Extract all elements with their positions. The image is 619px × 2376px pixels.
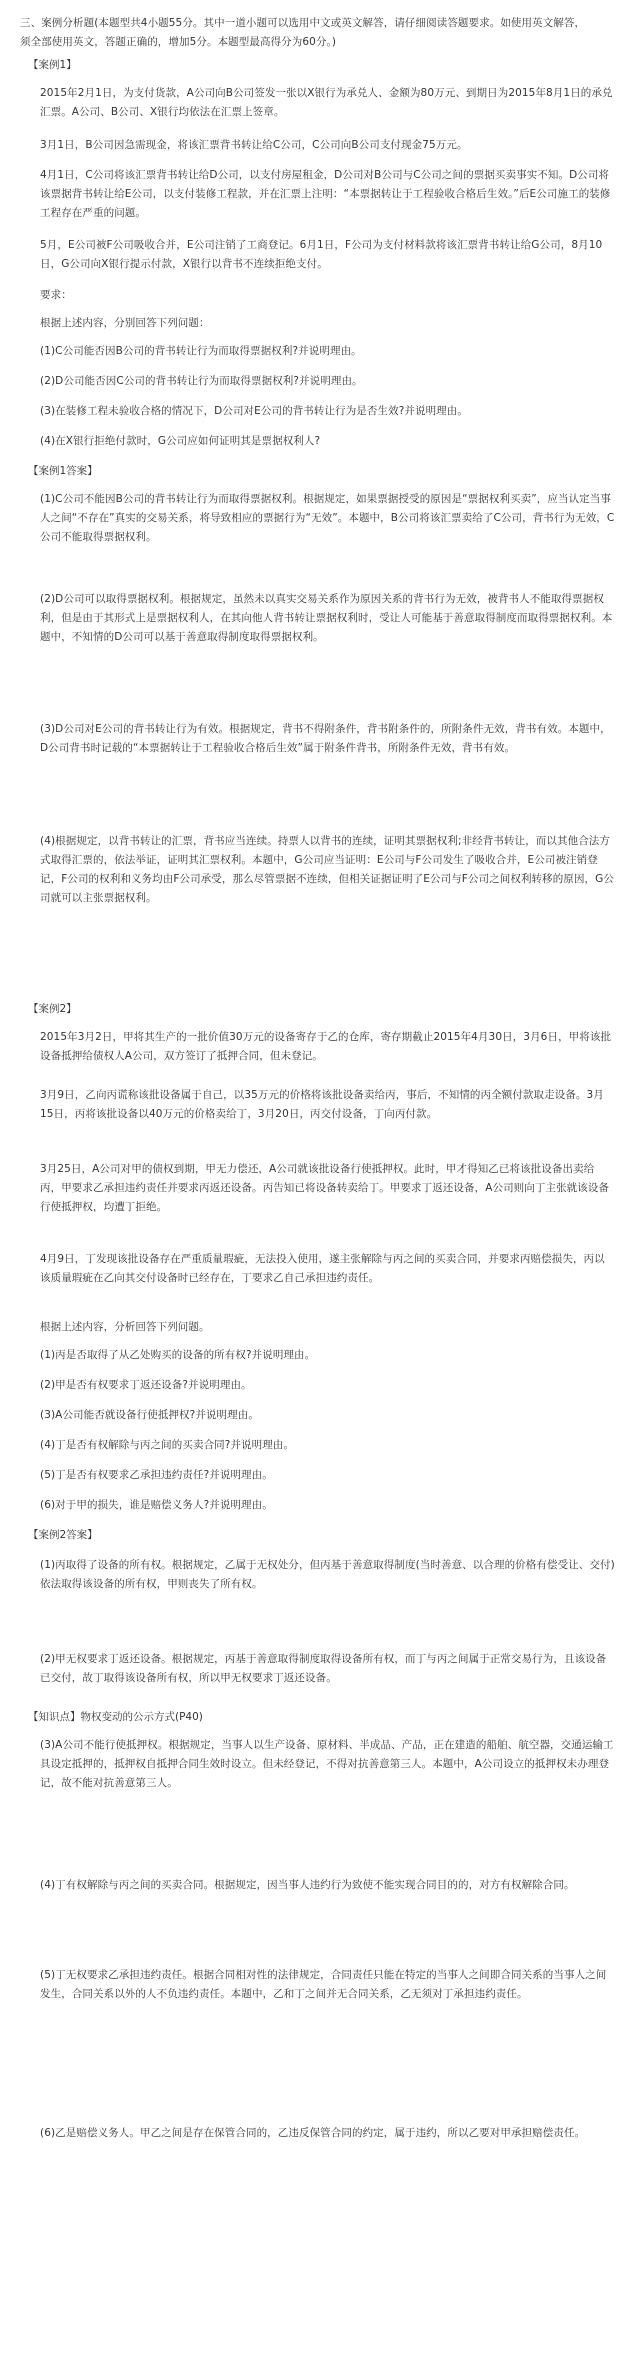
- case2-question: (2)甲是否有权要求丁返还设备?并说明理由。: [40, 1379, 252, 1391]
- case1-paragraph: 2015年2月1日，为支付货款，A公司向B公司签发一张以X银行为承兑人、金额为80万元、到期日为2015年8月1日的承兑汇票。A公司、B公司、X银行均依法在汇票上签章。: [40, 87, 613, 118]
- case2-requirement-intro: 根据上述内容，分析回答下列问题。: [40, 1321, 210, 1333]
- case1-paragraph: 5月，E公司被F公司吸收合并，E公司注销了工商登记。6月1日，F公司为支付材料款将该汇票背书转让给G公司，8月10日，G公司向X银行提示付款，X银行以背书不连续拒绝支付。: [40, 239, 603, 270]
- case1-answer: (3)D公司对E公司的背书转让行为有效。根据规定，背书不得附条件，背书附条件的，所附条件无效，背书有效。本题中，D公司背书时记载的“本票据转让于工程验收合格后生效”属于附条件背书，所附条件无效，背书有效。: [40, 723, 611, 754]
- case1-question: (2)D公司能否因C公司的背书转让行为而取得票据权利?并说明理由。: [40, 375, 363, 387]
- case1-paragraph: 3月1日，B公司因急需现金，将该汇票背书转让给C公司，C公司向B公司支付现金75万元。: [40, 139, 468, 151]
- case1-requirement-intro: 根据上述内容，分别回答下列问题：: [40, 317, 210, 329]
- case2-question: (6)对于甲的损失，谁是赔偿义务人?并说明理由。: [40, 1499, 273, 1511]
- case1-requirement-heading: 要求：: [40, 289, 72, 301]
- section-title: 三、案例分析题(本题型共4小题55分。其中一道小题可以选用中文或英文解答，请仔细阅读答题要求。如使用英文解答，须全部使用英文，答题正确的，增加5分。本题型最高得分为60分。): [20, 17, 586, 48]
- case1-answer: (1)C公司不能因B公司的背书转让行为而取得票据权利。根据规定，如果票据授受的原因是“票据权利买卖”，应当认定当事人之间“不存在”真实的交易关系，将导致相应的票据行为“无效”。本题中，B公司将该汇票卖给了C公司，背书行为无效，C公司不能取得票据权利。: [40, 493, 615, 543]
- case2-question: (4)丁是否有权解除与丙之间的买卖合同?并说明理由。: [40, 1439, 295, 1451]
- case2-answer: (5)丁无权要求乙承担违约责任。根据合同相对性的法律规定，合同责任只能在特定的当事人之间即合同关系的当事人之间发生，合同关系以外的人不负违约责任。本题中，乙和丁之间并无合同关系，乙无须对丁承担违约责任。: [40, 1969, 607, 2000]
- case2-answer: (2)甲无权要求丁返还设备。根据规定，丙基于善意取得制度取得设备所有权，而丁与丙之间属于正常交易行为，且该设备已交付，故丁取得该设备所有权，所以甲无权要求丁返还设备。: [40, 1653, 607, 1684]
- case1-answer-heading: 【案例1答案】: [28, 465, 98, 477]
- case2-answer: (6)乙是赔偿义务人。甲乙之间是存在保管合同的，乙违反保管合同的约定，属于违约，所以乙要对甲承担赔偿责任。: [40, 2127, 586, 2139]
- case2-answer-heading: 【案例2答案】: [28, 1529, 98, 1541]
- case2-answer: (4)丁有权解除与丙之间的买卖合同。根据规定，因当事人违约行为致使不能实现合同目的的，对方有权解除合同。: [40, 1879, 575, 1891]
- case1-answer: (4)根据规定，以背书转让的汇票，背书应当连续。持票人以背书的连续，证明其票据权利;非经背书转让，而以其他合法方式取得汇票的，依法举证，证明其汇票权利。本题中，G公司应当证明：E公司与F公司发生了吸收合并，E公司被注销登记，F公司的权利和义务均由F公司承受，那么尽管票据不连续，但相关证据证明了E公司与F公司之间权利转移的原因，G公司就可以主张票据权利。: [40, 835, 614, 904]
- case1-answer: (2)D公司可以取得票据权利。根据规定，虽然未以真实交易关系作为原因关系的背书行为无效，被背书人不能取得票据权利，但是由于其形式上是票据权利人，在其向他人背书转让票据权利时，受让人可能基于善意取得制度而取得票据权利。本题中，不知情的D公司可以基于善意取得制度取得票据权利。: [40, 593, 613, 643]
- case2-answer: (3)A公司不能行使抵押权。根据规定，当事人以生产设备、原材料、半成品、产品，正在建造的船舶、航空器，交通运输工具设定抵押的，抵押权自抵押合同生效时设立。但未经登记，不得对抗善意第三人。本题中，A公司设立的抵押权未办理登记，故不能对抗善意第三人。: [40, 1739, 614, 1789]
- case2-question: (3)A公司能否就设备行使抵押权?并说明理由。: [40, 1409, 259, 1421]
- case2-question: (5)丁是否有权要求乙承担违约责任?并说明理由。: [40, 1469, 273, 1481]
- case2-heading: 【案例2】: [28, 1003, 77, 1015]
- case2-question: (1)丙是否取得了从乙处购买的设备的所有权?并说明理由。: [40, 1349, 316, 1361]
- knowledge-point: 【知识点】物权变动的公示方式(P40): [28, 1711, 203, 1723]
- case1-paragraph: 4月1日，C公司将该汇票背书转让给D公司，以支付房屋租金，D公司对B公司与C公司之间的票据买卖事实不知。D公司将该票据背书转让给E公司，以支付装修工程款，并在汇票上注明：“本票据转让于工程验收合格后生效。”后E公司施工的装修工程存在严重的问题。: [40, 169, 611, 219]
- case1-heading: 【案例1】: [28, 59, 77, 71]
- case1-question: (3)在装修工程未验收合格的情况下，D公司对E公司的背书转让行为是否生效?并说明理由。: [40, 405, 468, 417]
- case2-paragraph: 2015年3月2日，甲将其生产的一批价值30万元的设备寄存于乙的仓库，寄存期截止2015年4月30日，3月6日，甲将该批设备抵押给债权人A公司，双方签订了抵押合同，但未登记。: [40, 1031, 612, 1062]
- case1-question: (4)在X银行拒绝付款时，G公司应如何证明其是票据权利人?: [40, 435, 321, 447]
- case2-paragraph: 3月9日，乙向丙谎称该批设备属于自己，以35万元的价格将该批设备卖给丙，事后，不知情的丙全额付款取走设备。3月15日，丙将该批设备以40万元的价格卖给丁，3月20日，丙交付设备，丁向丙付款。: [40, 1089, 604, 1120]
- case1-question: (1)C公司能否因B公司的背书转让行为而取得票据权利?并说明理由。: [40, 345, 362, 357]
- case2-paragraph: 4月9日，丁发现该批设备存在严重质量瑕疵，无法投入使用，遂主张解除与丙之间的买卖合同，并要求丙赔偿损失，丙以该质量瑕疵在乙向其交付设备时已经存在，丁要求乙自己承担违约责任。: [40, 1253, 605, 1284]
- case2-answer: (1)丙取得了设备的所有权。根据规定，乙属于无权处分，但丙基于善意取得制度(当时善意、以合理的价格有偿受让、交付)依法取得该设备的所有权，甲则丧失了所有权。: [40, 1559, 615, 1590]
- case2-paragraph: 3月25日，A公司对甲的债权到期，甲无力偿还，A公司就该批设备行使抵押权。此时，甲才得知乙已将该批设备出卖给丙，甲要求乙承担违约责任并要求丙返还设备。丙告知已将设备转卖给丁。甲要求丁返还设备，A公司则向丁主张就该设备行使抵押权，均遭丁拒绝。: [40, 1163, 610, 1213]
